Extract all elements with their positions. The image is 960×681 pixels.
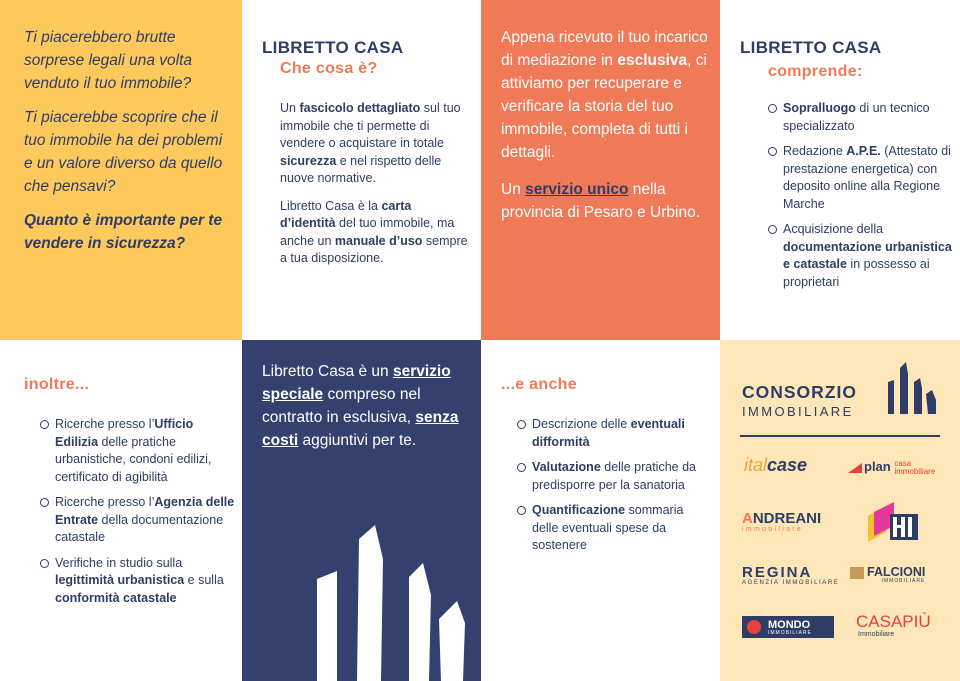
logo-tag: Immobiliare <box>858 631 895 638</box>
panel-incarico <box>481 0 720 340</box>
panel-subtitle: comprende: <box>768 63 863 80</box>
list-item <box>40 416 236 486</box>
panel-servizio-speciale <box>242 340 481 681</box>
list-item <box>768 143 953 213</box>
logo-text: ital <box>744 455 768 475</box>
logo-text: casa <box>894 458 912 468</box>
text: Appena ricevuto il tuo incarico di mediazione in <box>501 29 708 69</box>
plan-casa-logo <box>848 459 935 476</box>
circle-bullet-icon <box>768 225 777 234</box>
question-3: Quanto è importante per te vendere in sicurezza? <box>24 212 223 252</box>
logo-text: A <box>742 510 753 527</box>
text: compreso nel contratto in esclusiva, <box>262 386 421 426</box>
panel-cosa-e <box>242 0 481 340</box>
text: del tuo immobile, ma anche un <box>280 216 455 248</box>
circle-bullet-icon <box>40 420 49 429</box>
regina-logo <box>742 564 839 586</box>
circle-bullet-icon <box>517 420 526 429</box>
text-bold: Sopralluogo <box>783 101 856 115</box>
mondo-logo <box>742 616 834 638</box>
text-bold: fascicolo dettagliato <box>299 101 421 115</box>
text-underlined: servizio speciale <box>262 363 451 403</box>
text: Descrizione delle <box>532 417 631 431</box>
bullet-list <box>40 416 236 615</box>
list-item <box>40 555 236 608</box>
text: Redazione <box>783 144 847 158</box>
text: aggiuntivi per te. <box>298 432 417 449</box>
panel-body <box>501 26 711 238</box>
text: (Attestato di prestazione energetica) con deposito online alla Regione Marche <box>783 144 951 211</box>
list-item <box>768 221 953 291</box>
consorzio-mark-icon <box>886 360 938 416</box>
consorzio-subtitle: IMMOBILIARE <box>742 404 854 419</box>
question-2: Ti piacerebbe scoprire che il tuo immobile ha dei problemi e un valore diverso da quello che pensavi? <box>24 109 223 195</box>
logo-text: plan <box>864 459 891 474</box>
bullet-list <box>768 100 953 299</box>
logo-tag <box>894 460 935 476</box>
falcioni-logo <box>850 565 925 584</box>
list-item <box>40 494 236 547</box>
text: Un <box>501 181 526 198</box>
panel-body <box>262 360 474 452</box>
text-bold: documentazione urbanistica e catastale <box>783 239 952 271</box>
text-bold: legittimità urbanistica <box>55 573 185 587</box>
roof-icon <box>848 463 862 473</box>
paragraph <box>280 100 470 188</box>
text-bold: Valutazione <box>532 460 601 474</box>
text: , ci attiviamo per recuperare e verificare la storia del tuo immobile, completa di tutti i dettagli. <box>501 52 707 161</box>
panel-subtitle: Che cosa è? <box>280 60 378 77</box>
italcase-logo <box>744 455 807 476</box>
casapiu-logo <box>856 612 931 638</box>
logo-text: CASAPIÙ <box>856 612 931 631</box>
logo-tag: immobiliare <box>742 526 804 533</box>
text: di un tecnico specializzato <box>783 101 930 133</box>
falcioni-mark-icon <box>850 567 864 579</box>
question-1: Ti piacerebbero brutte sorprese legali una volta venduto il tuo immobile? <box>24 29 193 92</box>
text: Libretto Casa è la <box>280 198 382 213</box>
panel-subtitle: inoltre... <box>24 376 90 393</box>
list-item <box>517 502 707 555</box>
buildings-icon <box>317 525 467 681</box>
circle-bullet-icon <box>40 559 49 568</box>
text: Acquisizione della <box>783 222 884 236</box>
text: sempre a tua disposizione. <box>280 233 468 265</box>
list-item <box>517 459 707 494</box>
text-bold: conformità catastale <box>55 590 177 605</box>
panel-title: LIBRETTO CASA <box>262 38 404 57</box>
text-bold: Agenzia delle Entrate <box>55 495 235 527</box>
paragraph <box>501 26 711 164</box>
logo-tag: IMMOBILIARE <box>768 630 812 636</box>
mondo-globe-icon <box>747 620 761 634</box>
logo-text: FALCIONI <box>867 565 926 579</box>
logo-text: case <box>767 455 808 475</box>
text: nella provincia di Pesaro e Urbino. <box>501 181 701 221</box>
paragraph <box>501 178 711 224</box>
logo-tag: IMMOBILIARE <box>881 578 926 584</box>
panel-e-anche <box>481 340 720 681</box>
bullet-list <box>517 416 707 563</box>
text-bold: carta d’identità <box>280 198 412 230</box>
logo-text: MONDO <box>768 619 811 631</box>
questions-text <box>24 26 230 266</box>
text-bold: eventuali difformità <box>532 417 685 449</box>
text: Ricerche presso l’ <box>55 417 155 431</box>
consorzio-title: CONSORZIO <box>742 382 857 402</box>
panel-inoltre <box>0 340 242 681</box>
text: delle pratiche da predisporre per la sanatoria <box>532 460 696 492</box>
list-item <box>517 416 707 451</box>
text-bold: A.P.E. <box>846 144 881 158</box>
text: sul tuo immobile che ti permette di vendere o acquistare in totale <box>280 101 461 150</box>
logo-text: REGINA <box>742 564 813 581</box>
text: in possesso ai proprietari <box>783 257 930 289</box>
paragraph <box>280 198 470 268</box>
panel-body <box>280 100 470 278</box>
circle-bullet-icon <box>768 104 777 113</box>
text: Libretto Casa è un <box>262 363 393 380</box>
list-item <box>768 100 953 135</box>
text: e nel rispetto delle nuove normative. <box>280 153 442 185</box>
panel-subtitle: ...e anche <box>501 376 577 393</box>
circle-bullet-icon <box>768 147 777 156</box>
text: della documentazione catastale <box>55 512 224 544</box>
logo-text: immobiliare <box>894 466 936 476</box>
text-underlined: senza costi <box>262 409 459 449</box>
text-bold: Ufficio Edilizia <box>55 417 194 449</box>
text-highlight: servizio unico <box>525 181 629 198</box>
consorzio-logo-text <box>742 382 857 419</box>
panel-consorzio <box>720 340 960 681</box>
panel-title: LIBRETTO CASA <box>740 38 882 57</box>
text: Verifiche in studio sulla <box>55 555 183 570</box>
divider <box>740 435 940 437</box>
text: delle pratiche urbanistiche, condoni edilizi, certificato di agibilità <box>55 434 212 484</box>
text-bold: sicurezza <box>280 153 337 168</box>
circle-bullet-icon <box>517 506 526 515</box>
text-bold: Quantificazione <box>532 503 626 517</box>
text: Ricerche presso l’ <box>55 495 155 509</box>
logo-tag: AGENZIA IMMOBILIARE <box>742 580 840 586</box>
text-bold: esclusiva <box>617 52 688 69</box>
hh-agenzia-logo <box>868 502 920 544</box>
circle-bullet-icon <box>517 463 526 472</box>
text: sommaria delle eventuali spese da sostenere <box>532 503 684 552</box>
text: Un <box>280 101 300 115</box>
panel-comprende <box>720 0 960 340</box>
andreani-logo <box>742 510 821 533</box>
circle-bullet-icon <box>40 498 49 507</box>
logo-text: NDREANI <box>752 510 822 527</box>
panel-questions <box>0 0 242 340</box>
text: e sulla <box>184 573 224 587</box>
text-bold: manuale d’uso <box>334 233 423 248</box>
